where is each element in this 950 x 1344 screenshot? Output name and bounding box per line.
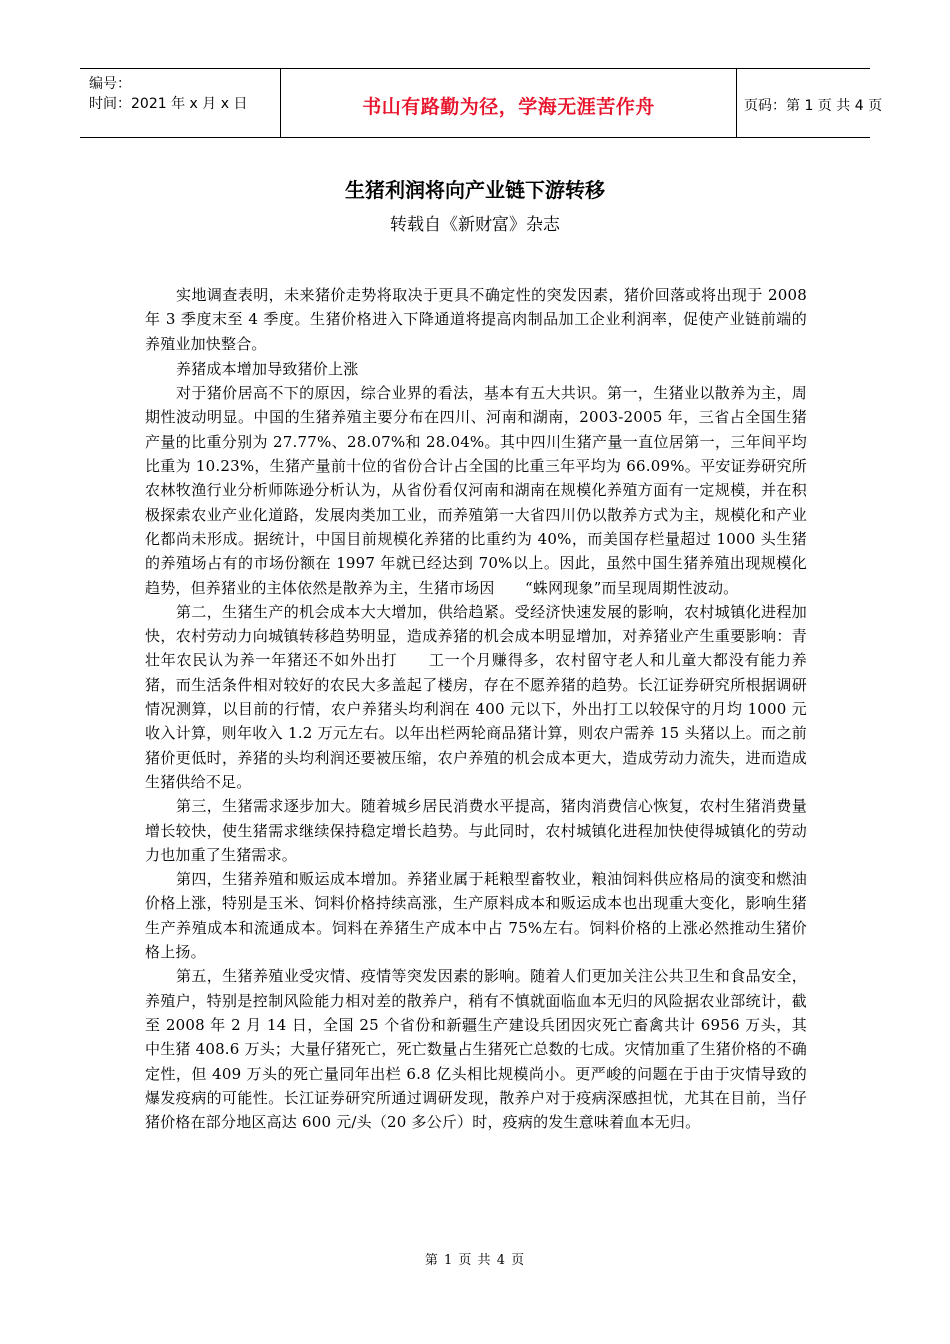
article-paragraph: 第三，生猪需求逐步加大。随着城乡居民消费水平提高，猪肉消费信心恢复，农村生猪消费量增长较快，使生猪需求继续保持稳定增长趋势。与此同时，农村城镇化进程加快使得城镇化的劳动力也加重了生猪需求。 (145, 797, 807, 864)
section-heading: 养猪成本增加导致猪价上涨 (176, 359, 359, 378)
header-motto: 书山有路勤为径，学海无涯苦作舟 (362, 96, 655, 118)
header-page-cell (736, 69, 883, 137)
header-motto-cell (280, 69, 737, 137)
article-paragraph: 实地调查表明，未来猪价走势将取决于更具不确定性的突发因素，猪价回落或将出现于 2008 年 3 季度末至 4 季度。生猪价格进入下降通道将提高肉制品加工企业利润率，促使产业链前端的养殖业加快整合。 (145, 286, 807, 353)
article-subtitle: 转载自《新财富》杂志 (390, 215, 560, 235)
article-body (145, 283, 807, 1134)
page-footer: 第 1 页 共 4 页 (424, 1253, 526, 1268)
article-paragraph: 第二，生猪生产的机会成本大大增加，供给趋紧。受经济快速发展的影响，农村城镇化进程加快，农村劳动力向城镇转移趋势明显，造成养猪的机会成本明显增加，对养猪业产生重要影响：青壮年农民认为养一年猪还不如外出打 工一个月赚得多，农村留守老人和儿童大都没有能力养猪，而生活条件相对较好的农民大多盖起了楼房，存在不愿养猪的趋势。长江证券研究所根据调研情况测算，以目前的行情，农户养猪头均利润在 400 元以下，外出打工以较保守的月均 1000 元收入计算，则年收入 1.2 万元左右。以年出栏两轮商品猪计算，则农户需养 15 头猪以上。而之前猪价更低时，养猪的头均利润还要被压缩，农户养殖的机会成本更大，造成劳动力流失，进而造成生猪供给不足。 (145, 602, 807, 791)
document-header (80, 68, 883, 138)
header-meta-cell (80, 69, 280, 137)
article-title: 生猪利润将向产业链下游转移 (345, 178, 605, 202)
document-time-label: 时间：2021 年 x 月 x 日 (89, 96, 248, 112)
document-number-label: 编号： (89, 76, 131, 92)
article-paragraph: 第五，生猪养殖业受灾情、疫情等突发因素的影响。随着人们更加关注公共卫生和食品安全，养殖户，特别是控制风险能力相对差的散养户，稍有不慎就面临血本无归的风险据农业部统计，截至 2008 年 2 月 14 日，全国 25 个省份和新疆生产建设兵团因灾死亡畜禽共计 6956 万头，其中生猪 408.6 万头；大量仔猪死亡，死亡数量占生猪死亡总数的七成。灾情加重了生猪价格的不确定性，但 409 万头的死亡量同年出栏 6.8 亿头相比规模尚小。更严峻的问题在于由于灾情导致的爆发疫病的可能性。长江证券研究所通过调研发现，散养户对于疫病深感担忧，尤其在目前，当仔猪价格在部分地区高达 600 元/头（20 多公斤）时，疫病的发生意味着血本无归。 (145, 967, 807, 1132)
header-page-info: 页码：第 1 页 共 4 页 (744, 98, 883, 114)
article-paragraph: 第四，生猪养殖和贩运成本增加。养猪业属于耗粮型畜牧业，粮油饲料供应格局的演变和燃油价格上涨，特别是玉米、饲料价格持续高涨，生产原料成本和贩运成本也出现重大变化，影响生猪生产养殖成本和流通成本。饲料在养猪生产成本中占 75%左右。饲料价格的上涨必然推动生猪价格上扬。 (145, 870, 807, 962)
article-paragraph: 对于猪价居高不下的原因，综合业界的看法，基本有五大共识。第一，生猪业以散养为主，周期性波动明显。中国的生猪养殖主要分布在四川、河南和湖南，2003-2005 年，三省占全国生猪产量的比重分别为 27.77%、28.07%和 28.04%。其中四川生猪产量一直位居第一，三年间平均比重为 10.23%，生猪产量前十位的省份合计占全国的比重三年平均为 66.09%。平安证券研究所农林牧渔行业分析师陈逊分析认为，从省份看仅河南和湖南在规模化养殖方面有一定规模，并在积极探索农业产业化道路，发展肉类加工业，而养殖第一大省四川仍以散养方式为主，规模化和产业化都尚未形成。据统计，中国目前规模化养猪的比重约为 40%，而美国存栏量超过 1000 头生猪的养殖场占有的市场份额在 1997 年就已经达到 70%以上。因此，虽然中国生猪养殖出现规模化趋势，但养猪业的主体依然是散养为主，生猪市场因 “蛛网现象”而呈现周期性波动。 (145, 384, 807, 597)
